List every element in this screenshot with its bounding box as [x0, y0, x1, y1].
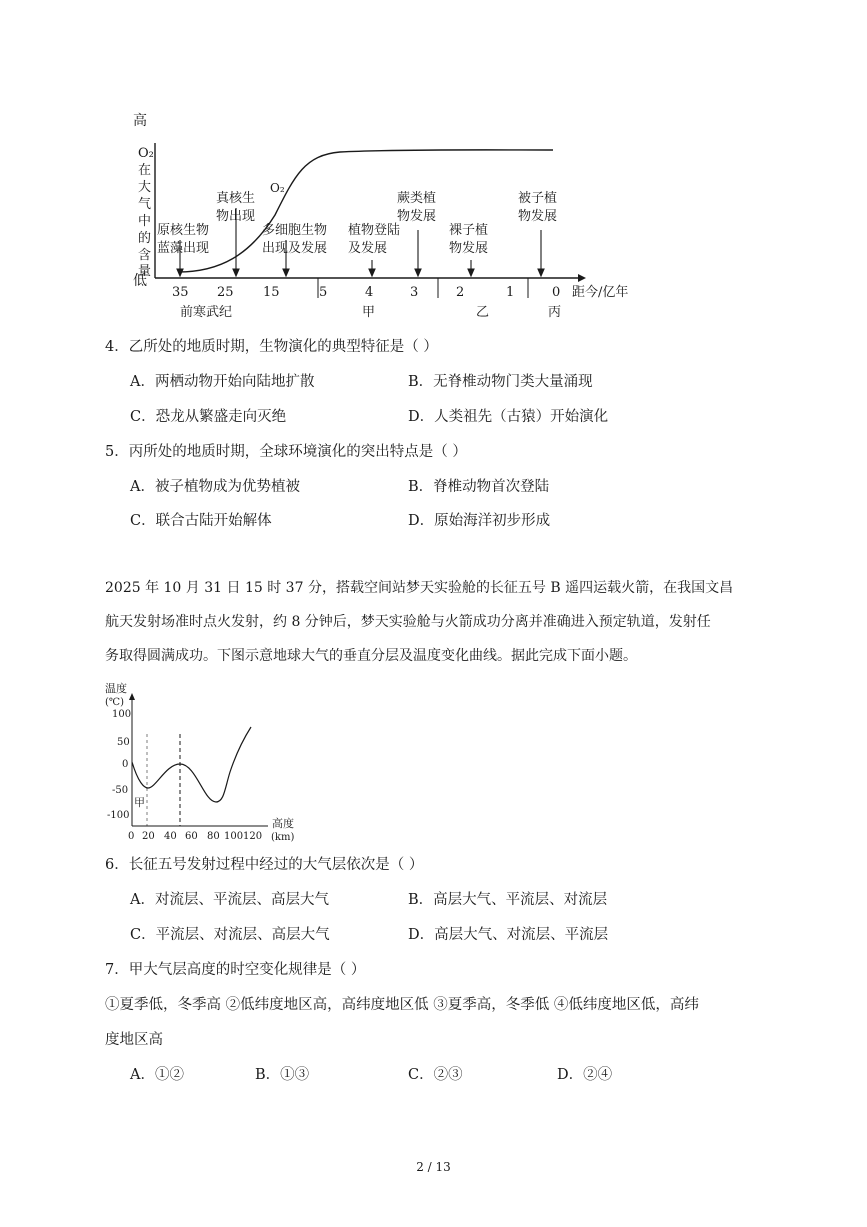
question-7-statements: ①夏季低，冬季高 ②低纬度地区高，高纬度地区低 ③夏季高，冬季低 ④低纬度地区低，高纬: [105, 997, 699, 1013]
page-number: 2 / 13: [416, 1160, 451, 1174]
event-label: 裸子植: [449, 223, 489, 238]
y-title: 温度: [105, 682, 127, 695]
event-label: 真核生: [216, 191, 256, 206]
x-unit: (km): [271, 832, 295, 843]
x-tick: 3: [410, 285, 419, 300]
y-low-label: 低: [133, 273, 147, 289]
x-tick: 80: [207, 831, 220, 842]
question-5-option-d[interactable]: D．原始海洋初步形成: [408, 513, 551, 529]
question-4-option-d[interactable]: D．人类祖先（古猿）开始演化: [408, 409, 609, 425]
event-label: 多细胞生物: [262, 223, 328, 238]
question-6-stem: 6．长征五号发射过程中经过的大气层依次是（ ）: [105, 857, 424, 873]
y-label-char: 中: [138, 214, 152, 229]
question-5-option-a[interactable]: A．被子植物成为优势植被: [130, 479, 300, 495]
x-tick: 15: [263, 285, 280, 300]
event-label: 物发展: [449, 241, 489, 256]
period-label: 甲: [362, 305, 376, 320]
y-axis-label: [138, 146, 154, 279]
y-label-char: 量: [138, 264, 152, 279]
oxygen-evolution-chart: [100, 105, 680, 325]
y-label-char: O₂: [138, 146, 154, 161]
question-7-stem: 7．甲大气层高度的时空变化规律是（ ）: [105, 962, 366, 978]
intro-line: 务取得圆满成功。下图示意地球大气的垂直分层及温度变化曲线。据此完成下面小题。: [105, 648, 637, 664]
x-ticks: [172, 285, 560, 300]
question-6-option-d[interactable]: D．高层大气、对流层、平流层: [408, 927, 609, 943]
y-high-label: 高: [133, 113, 147, 129]
question-6-option-a[interactable]: A．对流层、平流层、高层大气: [130, 892, 329, 908]
question-4-option-b[interactable]: B．无脊椎动物门类大量涌现: [408, 374, 593, 390]
temperature-curve: [132, 727, 251, 802]
question-5-option-c[interactable]: C．联合古陆开始解体: [130, 513, 272, 529]
event-label: 被子植: [518, 191, 558, 206]
x-tick: 40: [164, 831, 177, 842]
y-label-char: 气: [138, 197, 152, 212]
period-label: 乙: [476, 305, 490, 320]
x-tick: 120: [243, 831, 263, 842]
question-7-option-a[interactable]: A．①②: [130, 1067, 184, 1083]
question-5-stem: 5．丙所处的地质时期，全球环境演化的突出特点是（ ）: [105, 444, 467, 460]
x-tick: 35: [172, 285, 189, 300]
y-tick: 50: [117, 737, 130, 748]
period-label: 丙: [548, 305, 562, 320]
question-6-option-c[interactable]: C．平流层、对流层、高层大气: [130, 927, 330, 943]
question-4-option-a[interactable]: A．两栖动物开始向陆地扩散: [130, 374, 315, 390]
y-label-char: 大: [138, 180, 152, 195]
y-tick: -100: [107, 810, 130, 821]
x-tick: 0: [552, 285, 561, 300]
question-4-stem: 4．乙所处的地质时期，生物演化的典型特征是（ ）: [105, 339, 438, 355]
x-tick: 5: [319, 285, 328, 300]
x-tick: 100: [224, 831, 244, 842]
event-label: 原核生物: [157, 223, 210, 238]
question-7-option-d[interactable]: D．②④: [557, 1067, 613, 1083]
question-7-option-b[interactable]: B．①③: [255, 1067, 310, 1083]
atmosphere-temperature-chart: [100, 678, 310, 843]
question-7-option-c[interactable]: C．②③: [408, 1067, 463, 1083]
event-label: 物出现: [216, 209, 256, 224]
period-label: 前寒武纪: [180, 305, 233, 320]
x-title: 高度: [272, 817, 294, 830]
event-label: 物发展: [397, 209, 437, 224]
y-label-char: 的: [138, 231, 152, 246]
question-6-option-b[interactable]: B．高层大气、平流层、对流层: [408, 892, 608, 908]
y-tick: 100: [112, 709, 132, 720]
event-label: 及发展: [348, 241, 388, 256]
x-tick: 2: [456, 285, 465, 300]
event-label: 植物登陆: [348, 223, 401, 238]
intro-line: 2025 年 10 月 31 日 15 时 37 分，搭载空间站梦天实验舱的长征五号 B 遥四运载火箭，在我国文昌: [105, 580, 734, 596]
x-tick: 20: [142, 831, 155, 842]
question-7-statements-cont: 度地区高: [105, 1032, 163, 1048]
question-5-option-b[interactable]: B．脊椎动物首次登陆: [408, 479, 550, 495]
event-label: 物发展: [518, 209, 558, 224]
x-tick: 1: [506, 285, 515, 300]
x-tick: 60: [185, 831, 198, 842]
y-label-char: 含: [138, 248, 152, 263]
y-label-char: 在: [138, 163, 152, 178]
y-unit: (℃): [105, 697, 124, 708]
intro-line: 航天发射场准时点火发射，约 8 分钟后，梦天实验舱与火箭成功分离并准确进入预定轨道，发射任: [105, 614, 711, 630]
event-label: 蕨类植: [397, 191, 437, 206]
y-tick: 0: [122, 759, 129, 770]
y-tick: -50: [112, 785, 129, 796]
event-label: 出现及发展: [262, 241, 328, 256]
curve-label: O₂: [270, 181, 285, 195]
layer-label: 甲: [134, 796, 145, 809]
event-label: 蓝藻出现: [157, 241, 210, 256]
x-tick: 4: [365, 285, 374, 300]
x-tick: 25: [217, 285, 234, 300]
question-4-option-c[interactable]: C．恐龙从繁盛走向灭绝: [130, 409, 287, 425]
x-unit-label: 距今/亿年: [572, 285, 629, 300]
x-tick: 0: [128, 831, 135, 842]
